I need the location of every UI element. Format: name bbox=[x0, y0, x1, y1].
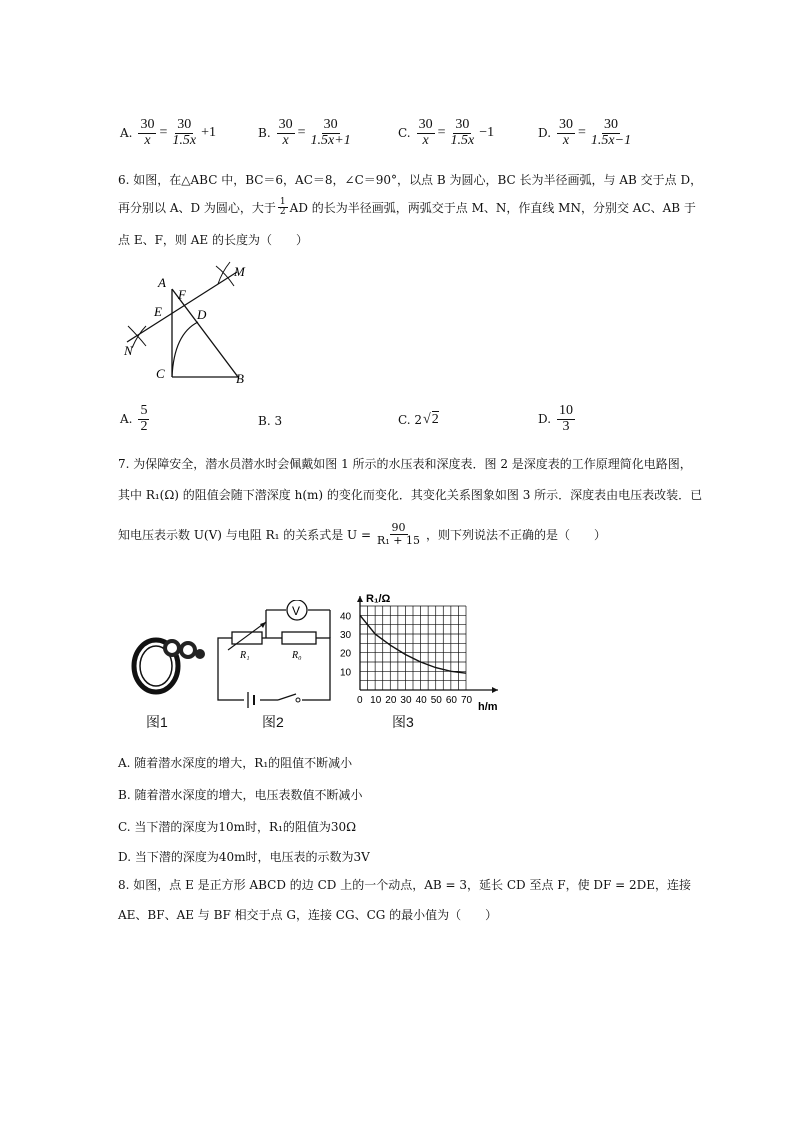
x-tick-label: 40 bbox=[415, 695, 427, 706]
q6-triangle-figure bbox=[112, 256, 272, 388]
fig3-caption: 图3 bbox=[392, 714, 414, 730]
fig2-circuit-diagram bbox=[210, 600, 340, 710]
q7-option-c: C. 当下潜的深度为10m时，R₁的阻值为30Ω bbox=[118, 820, 357, 834]
y-axis-arrow bbox=[357, 596, 363, 602]
fraction-numerator: 10 bbox=[559, 403, 574, 418]
fraction-denominator: 1.5x bbox=[172, 132, 197, 148]
chart-grid bbox=[360, 606, 466, 690]
r1-label: R₁ bbox=[240, 650, 250, 661]
fig2-caption: 图2 bbox=[262, 714, 284, 730]
option-label: A. bbox=[120, 412, 133, 427]
x-tick-label: 60 bbox=[445, 695, 457, 706]
fraction-numerator: 30 bbox=[278, 117, 293, 132]
option-text: B. 3 bbox=[258, 414, 283, 428]
fraction-numerator: 5 bbox=[140, 403, 148, 418]
chart-x-unit: h/m bbox=[478, 701, 498, 713]
fraction-denominator: 3 bbox=[562, 418, 570, 434]
q6-line-1: 6. 如图，在△ABC 中，BC＝6，AC＝8，∠C＝90°，以点 B 为圆心，BC 长为半径画弧，与 AB 交于点 D， bbox=[118, 173, 703, 187]
equation-tail: +1 bbox=[201, 125, 217, 141]
fraction-denominator: 1.5x−1 bbox=[590, 132, 632, 148]
fraction-numerator: 30 bbox=[455, 117, 470, 132]
option-label: C. 2 bbox=[398, 412, 423, 427]
fig1-gauge-illustration bbox=[128, 630, 208, 700]
resistor-r1 bbox=[232, 632, 262, 644]
half-numerator: 1 bbox=[279, 197, 286, 207]
q6-option-c bbox=[398, 411, 439, 428]
q7-option-d: D. 当下潜的深度为40m时，电压表的示数为3V bbox=[118, 850, 370, 864]
fraction-denominator: 1.5x bbox=[450, 132, 475, 148]
q7-line-3 bbox=[118, 522, 606, 546]
u-denominator: R₁ + 15 bbox=[377, 533, 420, 547]
fraction-denominator: 2 bbox=[140, 418, 148, 434]
option-label: D. bbox=[538, 126, 552, 141]
x-tick-label: 10 bbox=[370, 695, 382, 706]
q7-line-1: 7. 为保障安全，潜水员潜水时会佩戴如图 1 所示的水压表和深度表．图 2 是深度表的工作原理简化电路图， bbox=[118, 457, 692, 471]
r0-label: R₀ bbox=[292, 650, 302, 661]
fraction-numerator: 30 bbox=[604, 117, 618, 132]
fraction-numerator: 30 bbox=[177, 117, 192, 132]
point-label-e: E bbox=[154, 304, 162, 319]
q5-option-a: A. $\frac{30}{x}$ = $\frac{30}{1.5x}$ +1 bbox=[120, 117, 217, 148]
fraction-denominator: x bbox=[562, 132, 570, 148]
chart-title: R₁/Ω bbox=[366, 593, 391, 605]
y-tick-label: 30 bbox=[340, 630, 352, 641]
q7-line-3-start: 知电压表示数 U(V) 与电阻 R₁ 的关系式是 U = bbox=[118, 527, 372, 542]
q7-option-b: B. 随着潜水深度的增大，电压表数值不断减小 bbox=[118, 788, 363, 802]
fraction-denominator: x bbox=[144, 132, 151, 148]
q8-line-2: AE、BF、AE 与 BF 相交于点 G，连接 CG、CG 的最小值为（ ） bbox=[118, 908, 498, 922]
x-tick-label: 0 bbox=[357, 695, 363, 706]
q6-option-b bbox=[258, 414, 282, 428]
y-tick-label: 40 bbox=[340, 611, 352, 623]
fraction-denominator: x bbox=[282, 132, 289, 148]
y-tick-label: 10 bbox=[340, 667, 352, 679]
resistor-r0 bbox=[282, 632, 316, 644]
x-tick-label: 50 bbox=[430, 695, 442, 706]
arc-cd bbox=[172, 322, 198, 377]
q7-option-a: A. 随着潜水深度的增大，R₁的阻值不断减小 bbox=[118, 756, 353, 770]
x-tick-label: 70 bbox=[461, 695, 473, 706]
point-label-f: F bbox=[178, 287, 186, 302]
fraction-denominator: x bbox=[422, 132, 429, 148]
chart-axes bbox=[357, 596, 498, 693]
q8-line-1: 8. 如图，点 E 是正方形 ABCD 的边 CD 上的一个动点，AB = 3，延长 CD 至点 F，使 DF = 2DE，连接 bbox=[118, 878, 692, 892]
fraction-numerator: 30 bbox=[418, 117, 433, 132]
side-ab bbox=[172, 289, 238, 377]
half-denominator: 2 bbox=[279, 207, 286, 218]
q5-option-b: B. $\frac{30}{x}$ = $\frac{30}{1.5x+1}$ bbox=[258, 117, 351, 148]
fig3-chart bbox=[338, 586, 508, 714]
fraction-numerator: 30 bbox=[323, 117, 338, 132]
q5-option-d: D. $\frac{30}{x}$ = $\frac{30}{1.5x-1}$ bbox=[538, 117, 632, 148]
q6-option-d bbox=[538, 404, 575, 434]
voltmeter-label: V bbox=[292, 604, 301, 618]
point-label-n: N bbox=[124, 343, 133, 358]
fraction-numerator: 30 bbox=[140, 117, 155, 132]
x-tick-label: 20 bbox=[385, 695, 397, 706]
sqrt-symbol: √ bbox=[423, 411, 431, 427]
option-label: C. bbox=[398, 126, 411, 141]
q7-line-2: 其中 R₁(Ω) 的阻值会随下潜深度 h(m) 的变化而变化．其变化关系图象如图 3 所示．深度表由电压表改装．已 bbox=[118, 488, 703, 502]
q6-line-2 bbox=[118, 198, 696, 218]
q5-option-c: C. $\frac{30}{x}$ = $\frac{30}{1.5x}$ −1 bbox=[398, 117, 495, 148]
option-label: A. bbox=[120, 126, 133, 141]
point-label-d: D bbox=[197, 307, 207, 322]
point-label-c: C bbox=[156, 366, 165, 381]
q7-line-3-end: ，则下列说法不正确的是（ ） bbox=[425, 527, 606, 542]
sqrt-radicand: 2 bbox=[431, 412, 439, 427]
point-label-m: M bbox=[234, 264, 245, 279]
u-numerator: 90 bbox=[391, 521, 406, 534]
option-label: D. bbox=[538, 412, 552, 427]
option-label: B. bbox=[258, 126, 271, 141]
point-label-b: B bbox=[236, 371, 244, 386]
fraction-denominator: 1.5x+1 bbox=[310, 132, 351, 148]
fraction-numerator: 30 bbox=[559, 117, 574, 132]
point-label-a: A bbox=[158, 275, 166, 290]
fig1-caption: 图1 bbox=[146, 714, 168, 730]
q6-option-a bbox=[120, 404, 149, 434]
x-axis-arrow bbox=[492, 687, 498, 693]
x-tick-label: 30 bbox=[400, 695, 412, 706]
y-tick-label: 20 bbox=[340, 648, 352, 660]
equation-tail: −1 bbox=[479, 125, 495, 141]
q6-line-2-start: 再分别以 A、D 为圆心，大于 bbox=[118, 201, 276, 216]
q6-line-2-end: AD 的长为半径画弧，两弧交于点 M、N，作直线 MN，分别交 AC、AB 于 bbox=[289, 201, 696, 216]
q6-line-3: 点 E、F，则 AE 的长度为（ ） bbox=[118, 233, 308, 247]
line-mn bbox=[127, 272, 237, 342]
